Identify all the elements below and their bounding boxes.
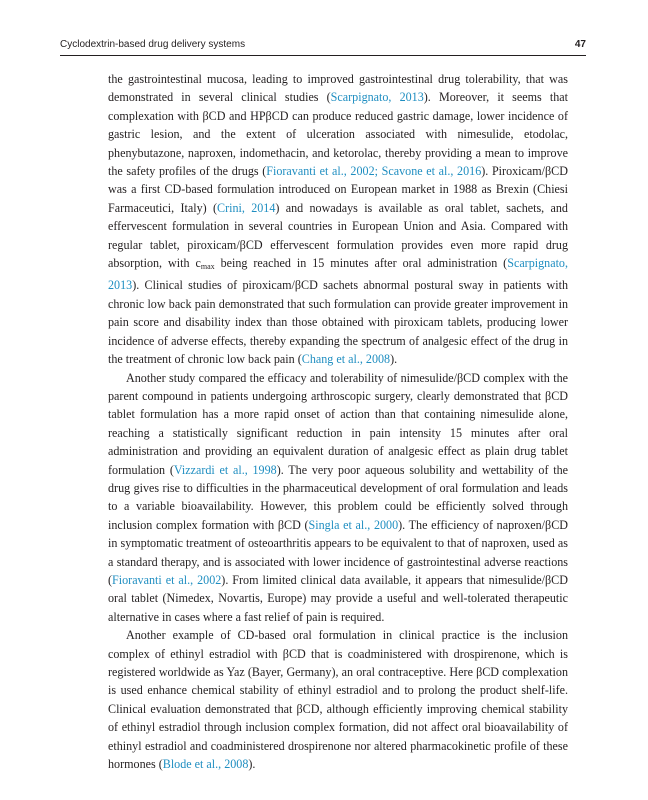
running-title: Cyclodextrin-based drug delivery systems: [60, 39, 246, 50]
text-run: Another example of CD-based oral formulation in clinical practice is the inclusion complex of ethinyl estradiol with βCD that is coadministered with drospirenone, which is registered worldwide as Yaz (Bayer, Germany), an oral contraceptive. Here βCD complexation is used enhance chemical stability of ethinyl estradiol and to prolong the product shelf-life. Clinical evaluation demonstrated that βCD, although efficiently improving chemical stability of ethinyl estradiol through inclusion complex formation, did not affect oral bioavailability of ethinyl estradiol and coadministered drospirenone nor altered pharmacokinetic profile of these hormones (: [108, 628, 568, 772]
text-run: ). The very poor aqueous solubility and wettability of the drug gives rise to difficulties in the pharmaceutical development of oral formulation and leads to a variable bioavailability. However, this problem could be efficiently solved through inclusion complex formation with βCD (: [108, 462, 569, 532]
text-run: ).: [390, 352, 398, 367]
text-run: ). Piroxicam/βCD was a first CD-based formulation introduced on European market in 1988 as Brexin (Chiesi Farmaceutici, Italy) (: [108, 164, 568, 215]
citation-link[interactable]: Vizzardi et al., 1998: [173, 462, 277, 477]
citation-link[interactable]: Scarpignato, 2013: [108, 256, 569, 293]
subscript: max: [200, 262, 215, 272]
citation-link[interactable]: Singla et al., 2000: [308, 517, 399, 532]
page-number: 47: [574, 39, 586, 50]
citation-link[interactable]: Fioravanti et al., 2002; Scavone et al., 2016: [266, 164, 482, 179]
text-run: ) and nowadays is available as oral tablet, sachets, and effervescent formulation in several countries in European Union and Asia. Compared with regular tablet, piroxicam/βCD effervescent formulation provides even more rapid drug absorption, with c: [108, 200, 568, 271]
text-run: ). The efficiency of naproxen/βCD in symptomatic treatment of osteoarthritis appears to be equivalent to that of naproxen, used as a standard therapy, and is associated with lower incidence of gastrointestinal adverse reactions (: [108, 517, 568, 587]
body-text: [108, 70, 568, 773]
text-run: ). From limited clinical data available, it appears that nimesulide/βCD oral tablet (Nimedex, Novartis, Europe) may provide a useful and well-tolerated therapeutic alternative in cases where a fast relief of pain is required.: [108, 572, 568, 624]
text-run: Another study compared the efficacy and tolerability of nimesulide/βCD complex with the parent compound in patients undergoing arthroscopic surgery, clearly demonstrated that βCD tablet formulation has a more rapid onset of action than that containing nimesulide alone, reaching a statistically significant reduction in pain intensity 15 minutes after oral administration and providing an equivalent duration of analgesic effect as plain drug tablet formulation (: [108, 370, 568, 477]
citation-link[interactable]: Scarpignato, 2013: [330, 90, 424, 105]
text-run: the gastrointestinal mucosa, leading to improved gastrointestinal drug tolerability, that was demonstrated in several clinical studies (: [108, 72, 568, 105]
citation-link[interactable]: Fioravanti et al., 2002: [112, 572, 222, 587]
citation-link[interactable]: Chang et al., 2008: [301, 352, 391, 367]
text-run: ). Moreover, it seems that complexation with βCD and HPβCD can produce reduced gastric damage, lower incidence of gastric lesion, and the extent of ulceration associated with nimesulide, etodolac, phenybutazone, naproxen, indomethacin, and ketorolac, thereby providing a mean to improve the safety profiles of the drugs (: [108, 90, 568, 179]
text-run: ).: [248, 757, 256, 772]
paragraph: [108, 369, 568, 627]
citation-link[interactable]: Crini, 2014: [217, 200, 276, 215]
citation-link[interactable]: Blode et al., 2008: [162, 757, 249, 772]
running-header: [60, 38, 586, 52]
text-run: ). Clinical studies of piroxicam/βCD sachets abnormal postural sway in patients with chronic low back pain demonstrated that such formulation can provide greater improvement in pain score and disability index than those obtained with piroxicam tablets, producing lower incidence of adverse effects, thereby expanding the spectrum of analgesic effect of the drug in the treatment of chronic low back pain (: [108, 278, 568, 367]
header-rule: [60, 55, 586, 56]
paragraph: [108, 70, 568, 369]
text-run: being reached in 15 minutes after oral administration (: [214, 256, 508, 271]
paragraph: [108, 626, 568, 773]
